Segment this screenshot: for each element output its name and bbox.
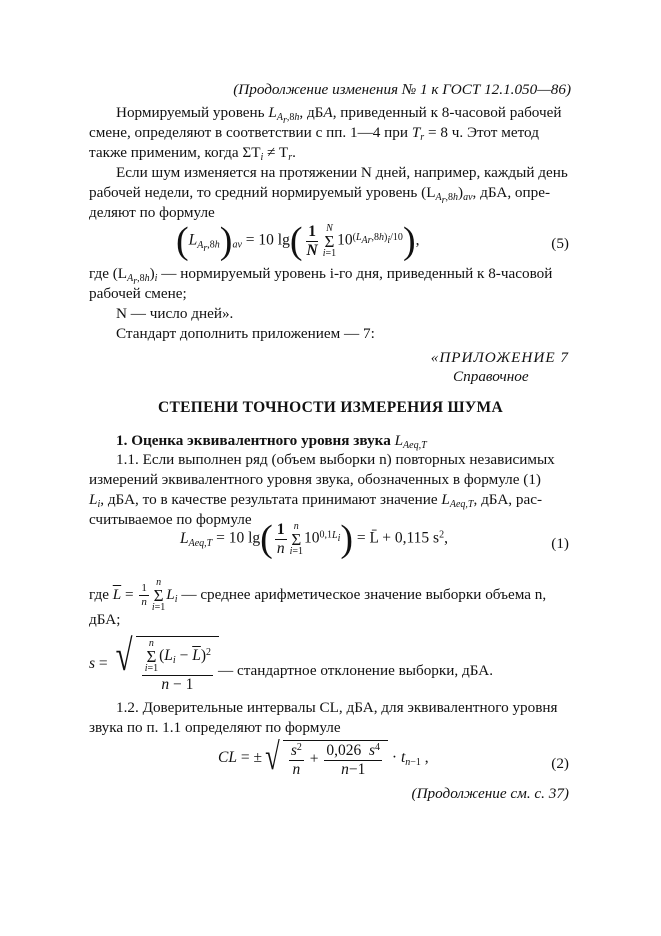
- section-title: СТЕПЕНИ ТОЧНОСТИ ИЗМЕРЕНИЯ ШУМА: [158, 399, 503, 416]
- paragraph-line: также применим, когда $\Sigma T_i \ne T_r$.: [89, 144, 296, 163]
- text: , дБА, рас-: [473, 491, 543, 508]
- text: , дБА, опре-: [472, 184, 551, 201]
- equation-2: CL = ± √ $\frac{s^2}{n}$ + $\frac{0,026 s^4}{n-1}$ · $t_{n-1}$ ,: [218, 736, 429, 778]
- paragraph-normalized-level: Нормируемый уровень $L_{A_r,8h}$, дБА, приведенный к 8-часовой рабочей: [116, 104, 562, 126]
- equation-s: s = √ n Σ i=1 $(L_i - \overline{L})^2$ n − 1: [89, 636, 219, 693]
- paragraph-line: $L_i$, дБА, то в качестве результата принимают значение $L_{Aeq,T}$, дБА, рас-: [89, 491, 543, 510]
- paragraph-line: Если шум изменяется на протяжении N дней, например, каждый день: [116, 164, 568, 181]
- paragraph-line: звука по п. 1.1 определяют по формуле: [89, 719, 341, 736]
- subsection-title: 1. Оценка эквивалентного уровня звука $L_{Aeq,T}$: [116, 432, 427, 451]
- paragraph-line: считываемое по формуле: [89, 511, 252, 528]
- text: где: [89, 585, 109, 603]
- appendix-subtitle: Справочное: [453, 368, 529, 385]
- equation-number: (2): [551, 755, 569, 772]
- equation-5: $(L_{A_r,8h})_{av} = 10$ lg( $\frac{1}{N}$ N Σ i=1 $10^{(L_{Ar},8h)_i/10}$),: [176, 220, 420, 262]
- text: — среднее арифметическое значение выборки объема n,: [181, 585, 547, 603]
- paragraph-line: где $\overline{L}$ = $\frac{1}{n}$ n Σ i=1 $L_i$ — среднее арифметическое значение выборки объема n,: [89, 577, 547, 613]
- paragraph-line: Стандарт дополнить приложением — 7:: [116, 325, 375, 342]
- text: = L̄ + 0,115 s: [353, 529, 440, 547]
- text: также применим, когда ΣT: [89, 144, 261, 161]
- text: А: [323, 104, 333, 121]
- paragraph-line: 1.2. Доверительные интервалы CL, дБА, для эквивалентного уровня: [116, 699, 558, 716]
- text: = 8 ч. Этот метод: [424, 124, 539, 141]
- text: рабочей недели, то средний нормируемый уровень (L: [89, 184, 436, 201]
- equation-number: (1): [551, 535, 569, 552]
- paragraph-line: рабочей смене;: [89, 285, 187, 302]
- paragraph-line: N — число дней».: [116, 305, 234, 322]
- page-footer: (Продолжение см. с. 37): [411, 785, 569, 802]
- equation-number: (5): [551, 235, 569, 252]
- page-header: (Продолжение изменения № 1 к ГОСТ 12.1.050—86): [233, 81, 571, 98]
- paragraph-line: измерений эквивалентного уровня звука, обозначенных в формуле (1): [89, 471, 541, 488]
- text: 1. Оценка эквивалентного уровня звука: [116, 432, 391, 449]
- text: , приведенный к 8-часовой рабочей: [332, 104, 562, 121]
- text: , дБА, то в качестве результата принимают значение: [100, 491, 438, 508]
- paragraph-line: — стандартное отклонение выборки, дБА.: [218, 662, 494, 679]
- paragraph-line: 1.1. Если выполнен ряд (объем выборки n) повторных независимых: [116, 451, 555, 468]
- paragraph-line: где $(L_{A_r,8h})_i$ — нормируемый уровень i-го дня, приведенный к 8-часовой: [89, 265, 553, 287]
- paragraph-line: дБА;: [89, 611, 121, 628]
- paragraph-line: рабочей недели, то средний нормируемый уровень $(L_{A_r,8h})_{av}$, дБА, опре-: [89, 184, 551, 206]
- equation-1: $L_{Aeq,T} = 10$ lg( $\frac{1}{n}$ n Σ i=1 $10^{0,1L_i}$) = L̄ + 0,115 $s^2$,: [180, 518, 448, 560]
- appendix-title: «ПРИЛОЖЕНИЕ 7: [430, 349, 569, 366]
- text: ≠ T: [263, 144, 289, 161]
- paragraph-line: смене, определяют в соответствии с пп. 1—4 при $T_r = 8$ ч. Этот метод: [89, 124, 539, 143]
- text: — нормируемый уровень i-го дня, приведенный к 8-часовой: [157, 265, 553, 282]
- text: , дБ: [299, 104, 324, 121]
- text: где (L: [89, 265, 128, 282]
- text: смене, определяют в соответствии с пп. 1—4 при: [89, 124, 409, 141]
- text: Нормируемый уровень: [116, 104, 265, 121]
- paragraph-line: деляют по формуле: [89, 204, 215, 221]
